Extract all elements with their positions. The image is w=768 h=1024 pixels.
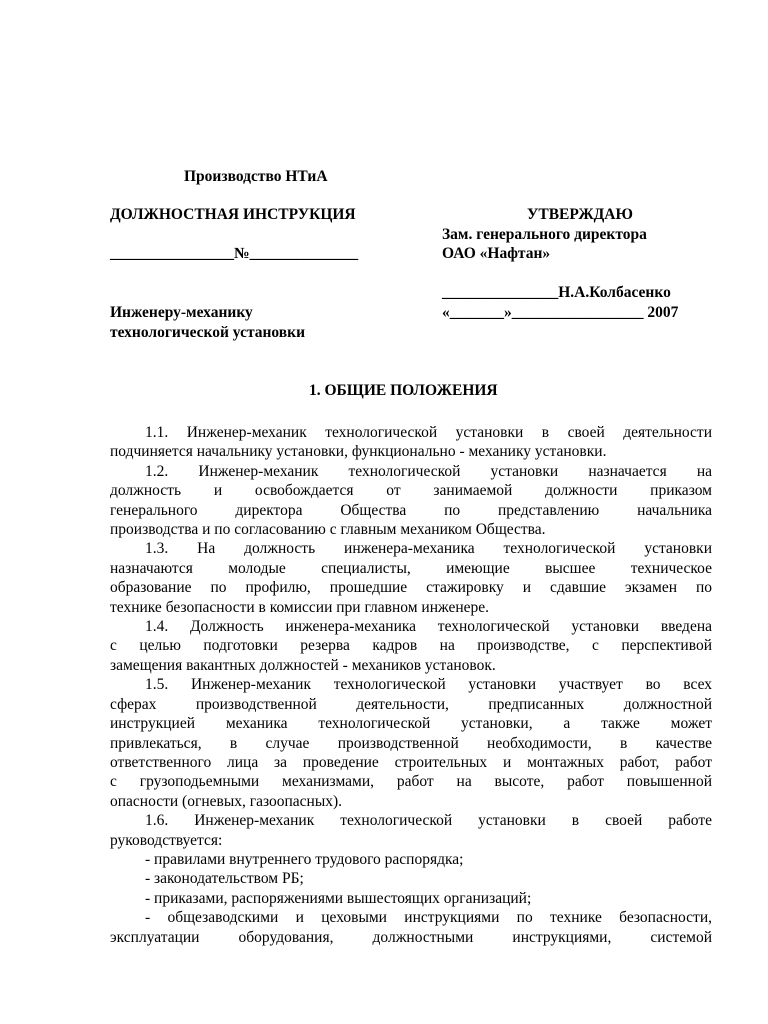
recipient-line-2: технологической установки [110, 324, 306, 341]
body-line: 1.2. Инженер-механик технологической установки назначается на [145, 462, 712, 480]
approver-company: ОАО «Нафтан» [442, 245, 551, 262]
body-line: подчиняется начальнику установки, функционально - механику установки. [110, 443, 607, 461]
approver-signature-line: _______________Н.А.Колбасенко [442, 284, 671, 301]
document-type: ДОЛЖНОСТНАЯ ИНСТРУКЦИЯ [110, 206, 356, 223]
list-item: - приказами, распоряжениями вышестоящих организаций; [145, 889, 532, 907]
body-line: опасности (огневых, газоопасных). [110, 792, 343, 810]
body-line: должность и освобождается от занимаемой должности приказом [110, 482, 712, 500]
body-line: 1.3. На должность инженера-механика технологической установки [145, 540, 712, 558]
list-item: - законодательством РБ; [145, 870, 304, 888]
document-number-line: ________________№______________ [110, 245, 359, 262]
division-title: Производство НТиА [184, 168, 328, 185]
body-line: с целью подготовки резерва кадров на производстве, с перспективой [110, 637, 712, 655]
approval-title: УТВЕРЖДАЮ [527, 206, 633, 223]
body-line: образование по профилю, прошедшие стажировку и сдавшие экзамен по [110, 579, 712, 597]
body-line: привлекаться, в случае производственной необходимости, в качестве [110, 734, 712, 752]
list-item: - общезаводскими и цеховыми инструкциями по технике безопасности, [145, 909, 712, 927]
body-line: инструкцией механика технологической установки, а также может [110, 715, 712, 733]
body-line: технике безопасности в комиссии при главном инженере. [110, 598, 490, 616]
body-line: с грузоподьемными механизмами, работ на высоте, работ повышенной [110, 773, 712, 791]
body-line: 1.5. Инженер-механик технологической установки участвует во всех [145, 676, 712, 694]
body-line: замещения вакантных должностей - механиков установок. [110, 656, 496, 674]
body-line: производства и по согласованию с главным механиком Общества. [110, 521, 546, 539]
body-line: 1.1. Инженер-механик технологической установки в своей деятельности [145, 424, 712, 441]
section-body [110, 423, 712, 947]
body-line: ответственного лица за проведение строительных и монтажных работ, работ [110, 753, 712, 771]
body-line: сферах производственной деятельности, предписанных должностной [110, 695, 712, 713]
body-line: назначаются молодые специалисты, имеющие высшее техническое [110, 559, 712, 577]
approver-position: Зам. генерального директора [442, 226, 647, 243]
section-heading: 1. ОБЩИЕ ПОЛОЖЕНИЯ [309, 382, 498, 399]
body-line: руководствуется: [110, 831, 223, 849]
recipient-line-1: Инженеру-механику [110, 304, 253, 321]
list-item: - правилами внутреннего трудового распорядка; [145, 850, 464, 868]
body-line: 1.6. Инженер-механик технологической установки в своей работе [145, 812, 712, 830]
body-line: генерального директора Общества по представлению начальника [110, 501, 712, 519]
approval-date-line: «_______»_________________ 2007 [442, 304, 679, 321]
body-line: эксплуатации оборудования, должностными инструкциями, системой [110, 928, 712, 946]
body-line: 1.4. Должность инженера-механика технологической установки введена [145, 618, 712, 636]
